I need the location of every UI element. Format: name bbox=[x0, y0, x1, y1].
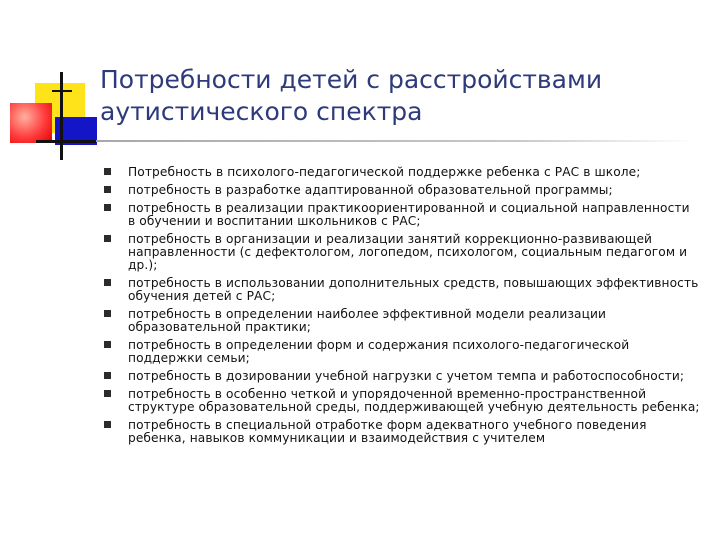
decorative-blocks bbox=[0, 0, 100, 170]
list-item: Потребность в психолого-педагогической поддержке ребенка с РАС в школе; bbox=[104, 166, 700, 179]
square-bullet-icon bbox=[104, 186, 111, 193]
title-divider bbox=[96, 140, 696, 142]
list-item: потребность в реализации практикоориентированной и социальной направленности в обучении и воспитании школьников с РАС; bbox=[104, 202, 700, 228]
short-line bbox=[52, 90, 72, 92]
square-bullet-icon bbox=[104, 204, 111, 211]
list-item: потребность в использовании дополнительных средств, повышающих эффективность обучения детей с РАС; bbox=[104, 277, 700, 303]
list-item: потребность в дозировании учебной нагрузки с учетом темпа и работоспособности; bbox=[104, 370, 700, 383]
list-item: потребность в специальной отработке форм адекватного учебного поведения ребенка, навыков коммуникации и взаимодействия с учителем bbox=[104, 419, 700, 445]
square-bullet-icon bbox=[104, 372, 111, 379]
list-item: потребность в определении наиболее эффективной модели реализации образовательной практики; bbox=[104, 308, 700, 334]
square-bullet-icon bbox=[104, 390, 111, 397]
horizontal-line bbox=[36, 140, 96, 143]
square-bullet-icon bbox=[104, 168, 111, 175]
red-square bbox=[10, 103, 52, 143]
square-bullet-icon bbox=[104, 421, 111, 428]
square-bullet-icon bbox=[104, 279, 111, 286]
list-item: потребность в организации и реализации занятий коррекционно-развивающей направленности (с дефектологом, логопедом, психологом, социальным педагогом и др.); bbox=[104, 233, 700, 272]
needs-list bbox=[104, 166, 700, 450]
list-item: потребность в разработке адаптированной образовательной программы; bbox=[104, 184, 700, 197]
square-bullet-icon bbox=[104, 341, 111, 348]
slide-title: Потребности детей с расстройствами аутистического спектра bbox=[100, 65, 603, 126]
list-item: потребность в определении форм и содержания психолого-педагогической поддержки семьи; bbox=[104, 339, 700, 365]
square-bullet-icon bbox=[104, 310, 111, 317]
square-bullet-icon bbox=[104, 235, 111, 242]
vertical-line bbox=[60, 72, 63, 160]
list-item: потребность в особенно четкой и упорядоченной временно-пространственной структуре образовательной среды, поддерживающей учебную деятельность ребенка; bbox=[104, 388, 700, 414]
